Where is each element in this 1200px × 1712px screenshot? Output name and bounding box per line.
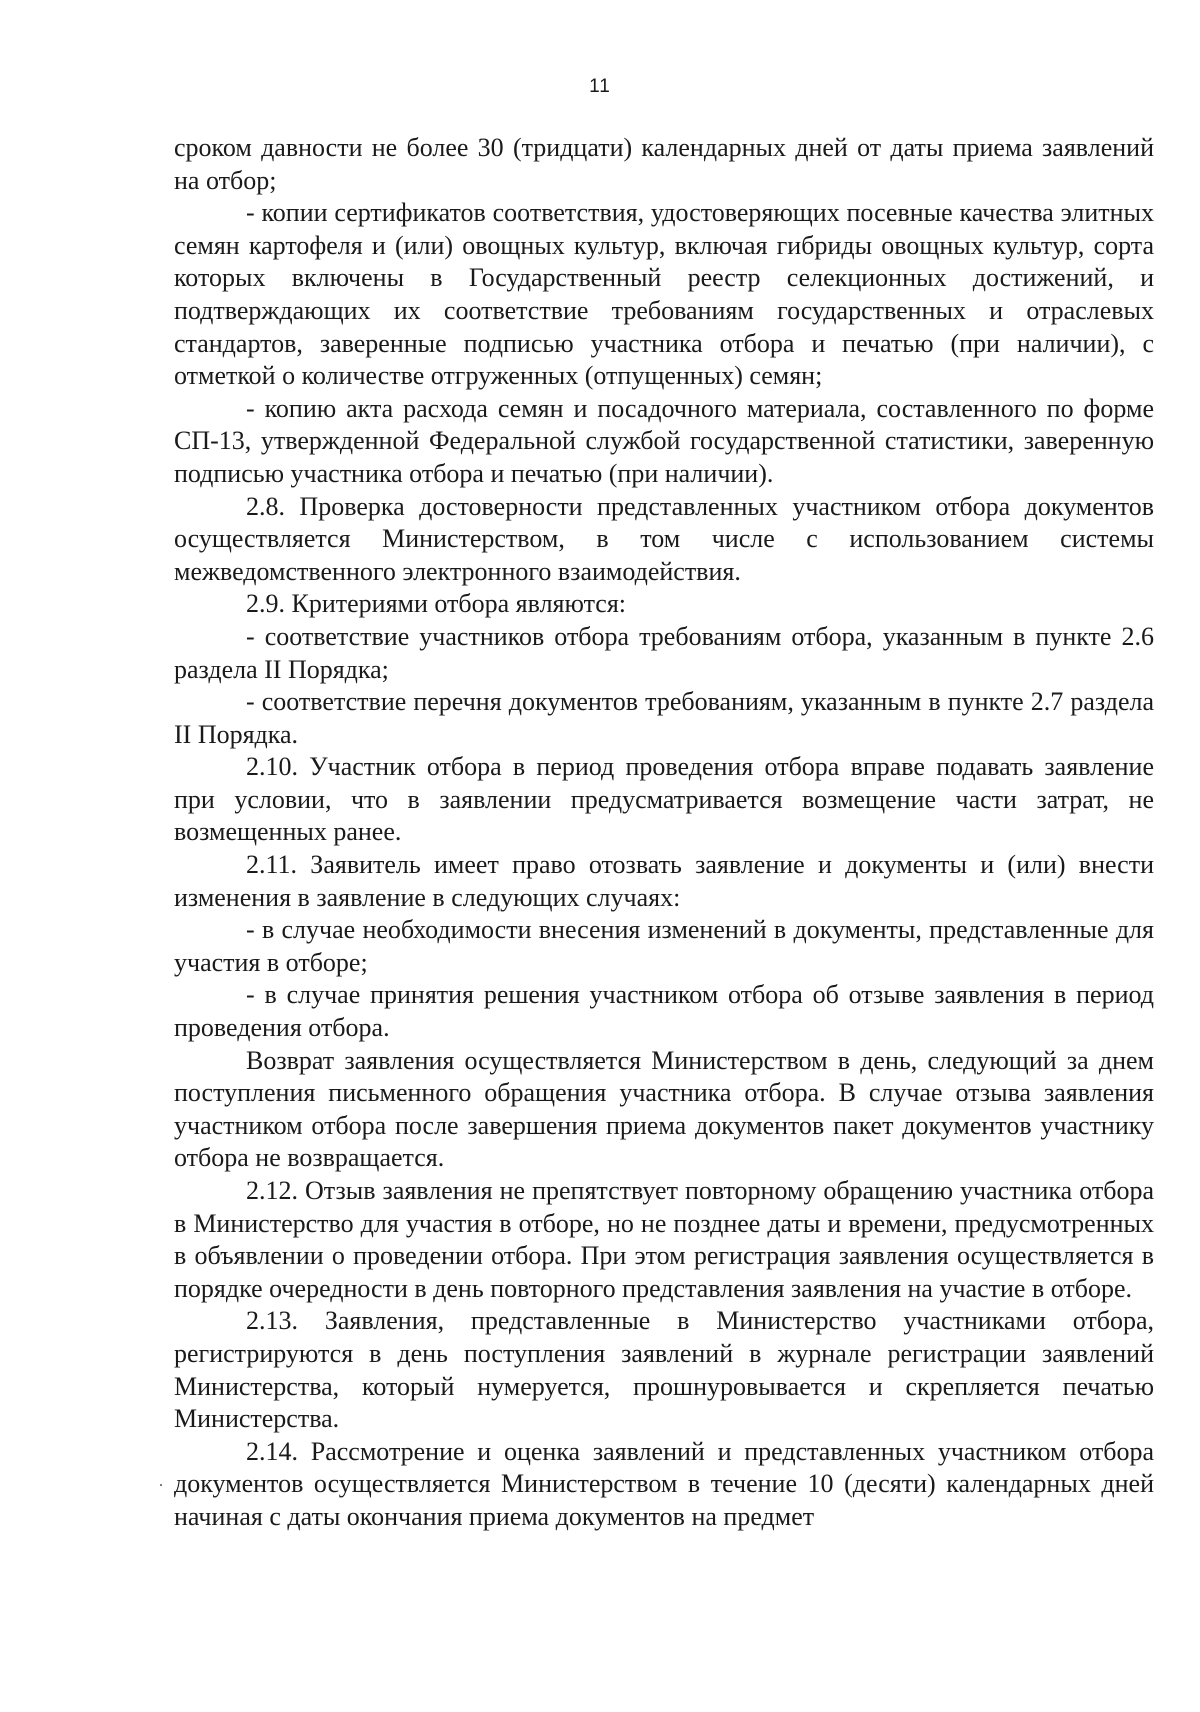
paragraph: - копии сертификатов соответствия, удостоверяющих посевные качества элитных семян картофеля и (или) овощных культур, включая гибриды овощных культур, сорта которых включены в Государственный реестр селекционных достижений, и подтверждающих их соответствие требованиям государственных и отраслевых стандартов, заверенные подписью участника отбора и печатью (при наличии), с отметкой о количестве отгруженных (отпущенных) семян; [174,198,1154,391]
paragraph: Возврат заявления осуществляется Министерством в день, следующий за днем поступления письменного обращения участника отбора. В случае отзыва заявления участником отбора после завершения приема документов пакет документов участнику отбора не возвращается. [174,1045,1154,1173]
paragraph: 2.14. Рассмотрение и оценка заявлений и представленных участником отбора документов осуществляется Министерством в течение 10 (десяти) календарных дней начиная с даты окончания приема документов на предмет [174,1436,1154,1531]
paragraph: - копию акта расхода семян и посадочного материала, составленного по форме СП-13, утвержденной Федеральной службой государственной статистики, заверенную подписью участника отбора и печатью (при наличии). [174,393,1154,488]
paragraph: 2.11. Заявитель имеет право отозвать заявление и документы и (или) внести изменения в заявление в следующих случаях: [174,850,1154,912]
paragraph: - в случае необходимости внесения изменений в документы, представленные для участия в отборе; [174,915,1154,977]
paragraph: - соответствие перечня документов требованиям, указанным в пункте 2.7 раздела II Порядка. [174,687,1154,749]
scan-speck [160,1484,162,1486]
paragraph: 2.13. Заявления, представленные в Министерство участниками отбора, регистрируются в день поступления заявлений в журнале регистрации заявлений Министерства, который нумеруется, прошнуровывается и скрепляется печатью Министерства. [174,1306,1154,1434]
page-number: 11 [589,76,611,97]
paragraph: - в случае принятия решения участником отбора об отзыве заявления в период проведения отбора. [174,980,1154,1043]
paragraph: 2.9. Критериями отбора являются: [246,589,626,619]
paragraph: - соответствие участников отбора требованиям отбора, указанным в пункте 2.6 раздела II Порядка; [174,621,1154,684]
paragraph: 2.8. Проверка достоверности представленных участником отбора документов осуществляется Министерством, в том числе с использованием системы межведомственного электронного взаимодействия. [174,491,1154,586]
paragraph: 2.12. Отзыв заявления не препятствует повторному обращению участника отбора в Министерство для участия в отборе, но не позднее даты и времени, предусмотренных в объявлении о проведении отбора. При этом регистрация заявления осуществляется в порядке очередности в день повторного представления заявления на участие в отборе. [174,1176,1154,1303]
paragraph: 2.10. Участник отбора в период проведения отбора вправе подавать заявление при условии, что в заявлении предусматривается возмещение части затрат, не возмещенных ранее. [174,752,1154,847]
paragraph: сроком давности не более 30 (тридцати) календарных дней от даты приема заявлений на отбор; [174,133,1154,195]
document-body [174,132,1154,1534]
